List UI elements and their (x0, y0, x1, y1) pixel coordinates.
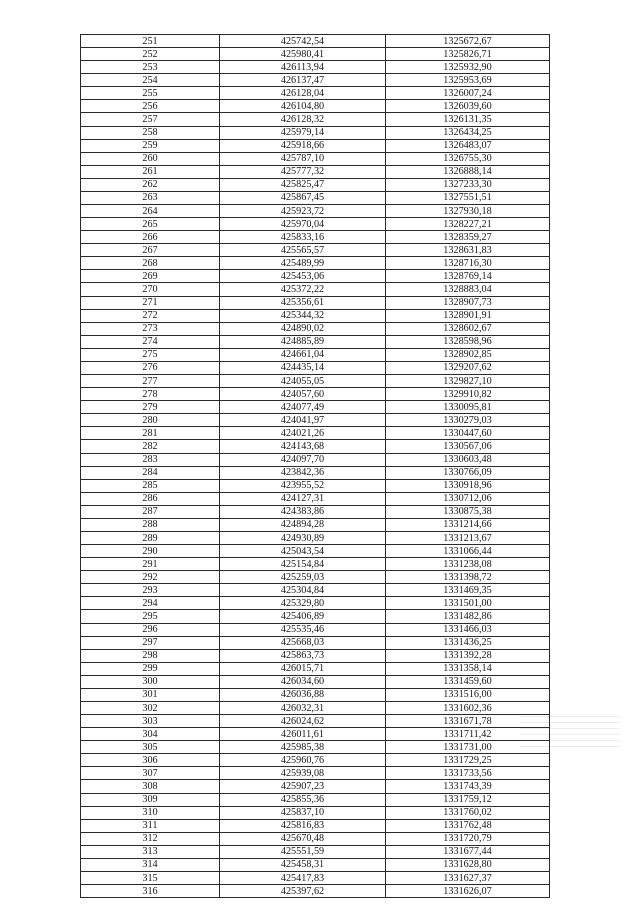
x-coordinate-cell: 425453,06 (220, 270, 386, 283)
table-row (81, 741, 550, 754)
x-coordinate-cell: 425489,99 (220, 257, 386, 270)
table-row (81, 87, 550, 100)
x-coordinate-cell: 424127,31 (220, 492, 386, 505)
table-row (81, 701, 550, 714)
table-row (81, 270, 550, 283)
x-coordinate-cell: 425787,10 (220, 152, 386, 165)
point-number-cell: 260 (81, 152, 220, 165)
x-coordinate-cell: 425985,38 (220, 741, 386, 754)
y-coordinate-cell: 1328902,85 (386, 348, 550, 361)
x-coordinate-cell: 424885,89 (220, 335, 386, 348)
table-row (81, 858, 550, 871)
y-coordinate-cell: 1331392,28 (386, 649, 550, 662)
x-coordinate-cell: 425855,36 (220, 793, 386, 806)
y-coordinate-cell: 1328227,21 (386, 218, 550, 231)
table-row (81, 754, 550, 767)
point-number-cell: 279 (81, 401, 220, 414)
y-coordinate-cell: 1331628,80 (386, 858, 550, 871)
coordinate-table (80, 34, 550, 898)
point-number-cell: 296 (81, 623, 220, 636)
point-number-cell: 287 (81, 505, 220, 518)
y-coordinate-cell: 1331627,37 (386, 872, 550, 885)
table-row (81, 688, 550, 701)
x-coordinate-cell: 425907,23 (220, 780, 386, 793)
point-number-cell: 310 (81, 806, 220, 819)
table-row (81, 610, 550, 623)
x-coordinate-cell: 425825,47 (220, 178, 386, 191)
y-coordinate-cell: 1330567,06 (386, 440, 550, 453)
y-coordinate-cell: 1331626,07 (386, 885, 550, 898)
table-row (81, 675, 550, 688)
table-row (81, 165, 550, 178)
y-coordinate-cell: 1331066,44 (386, 545, 550, 558)
x-coordinate-cell: 425867,45 (220, 191, 386, 204)
x-coordinate-cell: 424041,97 (220, 414, 386, 427)
y-coordinate-cell: 1331731,00 (386, 741, 550, 754)
point-number-cell: 270 (81, 283, 220, 296)
table-row (81, 283, 550, 296)
table-row (81, 571, 550, 584)
y-coordinate-cell: 1328907,73 (386, 296, 550, 309)
y-coordinate-cell: 1331482,86 (386, 610, 550, 623)
table-row (81, 872, 550, 885)
x-coordinate-cell: 424097,70 (220, 453, 386, 466)
point-number-cell: 284 (81, 466, 220, 479)
table-row (81, 388, 550, 401)
point-number-cell: 271 (81, 296, 220, 309)
table-row (81, 492, 550, 505)
y-coordinate-cell: 1328602,67 (386, 322, 550, 335)
x-coordinate-cell: 425344,32 (220, 309, 386, 322)
y-coordinate-cell: 1330875,38 (386, 505, 550, 518)
x-coordinate-cell: 426137,47 (220, 74, 386, 87)
point-number-cell: 257 (81, 113, 220, 126)
table-row (81, 61, 550, 74)
table-row (81, 296, 550, 309)
table-row (81, 231, 550, 244)
y-coordinate-cell: 1330279,03 (386, 414, 550, 427)
y-coordinate-cell: 1330712,06 (386, 492, 550, 505)
y-coordinate-cell: 1329207,62 (386, 361, 550, 374)
point-number-cell: 305 (81, 741, 220, 754)
y-coordinate-cell: 1328631,83 (386, 244, 550, 257)
table-body (81, 35, 550, 898)
y-coordinate-cell: 1331469,35 (386, 584, 550, 597)
table-row (81, 453, 550, 466)
table-row (81, 466, 550, 479)
x-coordinate-cell: 424021,26 (220, 427, 386, 440)
point-number-cell: 258 (81, 126, 220, 139)
x-coordinate-cell: 426034,60 (220, 675, 386, 688)
point-number-cell: 285 (81, 479, 220, 492)
y-coordinate-cell: 1331733,56 (386, 767, 550, 780)
point-number-cell: 314 (81, 858, 220, 871)
x-coordinate-cell: 424143,68 (220, 440, 386, 453)
x-coordinate-cell: 425939,08 (220, 767, 386, 780)
table-row (81, 322, 550, 335)
table-row (81, 375, 550, 388)
point-number-cell: 264 (81, 205, 220, 218)
x-coordinate-cell: 425918,66 (220, 139, 386, 152)
point-number-cell: 315 (81, 872, 220, 885)
y-coordinate-cell: 1331759,12 (386, 793, 550, 806)
table-row (81, 113, 550, 126)
table-row (81, 806, 550, 819)
x-coordinate-cell: 424077,49 (220, 401, 386, 414)
point-number-cell: 277 (81, 375, 220, 388)
table-row (81, 545, 550, 558)
y-coordinate-cell: 1330447,60 (386, 427, 550, 440)
point-number-cell: 281 (81, 427, 220, 440)
point-number-cell: 309 (81, 793, 220, 806)
point-number-cell: 302 (81, 701, 220, 714)
point-number-cell: 278 (81, 388, 220, 401)
point-number-cell: 259 (81, 139, 220, 152)
y-coordinate-cell: 1331729,25 (386, 754, 550, 767)
y-coordinate-cell: 1331671,78 (386, 715, 550, 728)
point-number-cell: 313 (81, 845, 220, 858)
x-coordinate-cell: 425980,41 (220, 48, 386, 61)
point-number-cell: 308 (81, 780, 220, 793)
x-coordinate-cell: 425458,31 (220, 858, 386, 871)
x-coordinate-cell: 424661,04 (220, 348, 386, 361)
point-number-cell: 301 (81, 688, 220, 701)
x-coordinate-cell: 424930,89 (220, 531, 386, 544)
point-number-cell: 251 (81, 35, 220, 48)
y-coordinate-cell: 1331436,25 (386, 636, 550, 649)
point-number-cell: 292 (81, 571, 220, 584)
y-coordinate-cell: 1328359,27 (386, 231, 550, 244)
table-row (81, 414, 550, 427)
table-row (81, 558, 550, 571)
table-row (81, 335, 550, 348)
y-coordinate-cell: 1327551,51 (386, 191, 550, 204)
table-row (81, 518, 550, 531)
x-coordinate-cell: 424894,28 (220, 518, 386, 531)
y-coordinate-cell: 1331711,42 (386, 728, 550, 741)
point-number-cell: 304 (81, 728, 220, 741)
y-coordinate-cell: 1331238,08 (386, 558, 550, 571)
scan-artifact (520, 712, 620, 752)
point-number-cell: 300 (81, 675, 220, 688)
y-coordinate-cell: 1331677,44 (386, 845, 550, 858)
point-number-cell: 262 (81, 178, 220, 191)
y-coordinate-cell: 1331398,72 (386, 571, 550, 584)
x-coordinate-cell: 424055,05 (220, 375, 386, 388)
x-coordinate-cell: 425777,32 (220, 165, 386, 178)
table-row (81, 662, 550, 675)
y-coordinate-cell: 1329827,10 (386, 375, 550, 388)
point-number-cell: 303 (81, 715, 220, 728)
point-number-cell: 307 (81, 767, 220, 780)
x-coordinate-cell: 425535,46 (220, 623, 386, 636)
y-coordinate-cell: 1330766,09 (386, 466, 550, 479)
x-coordinate-cell: 424057,60 (220, 388, 386, 401)
y-coordinate-cell: 1325953,69 (386, 74, 550, 87)
table-row (81, 348, 550, 361)
table-row (81, 244, 550, 257)
point-number-cell: 275 (81, 348, 220, 361)
point-number-cell: 256 (81, 100, 220, 113)
x-coordinate-cell: 423955,52 (220, 479, 386, 492)
point-number-cell: 312 (81, 832, 220, 845)
x-coordinate-cell: 425670,48 (220, 832, 386, 845)
y-coordinate-cell: 1328883,04 (386, 283, 550, 296)
x-coordinate-cell: 425043,54 (220, 545, 386, 558)
point-number-cell: 290 (81, 545, 220, 558)
y-coordinate-cell: 1331213,67 (386, 531, 550, 544)
table-row (81, 715, 550, 728)
y-coordinate-cell: 1326039,60 (386, 100, 550, 113)
table-row (81, 636, 550, 649)
x-coordinate-cell: 425154,84 (220, 558, 386, 571)
y-coordinate-cell: 1330603,48 (386, 453, 550, 466)
x-coordinate-cell: 426113,94 (220, 61, 386, 74)
y-coordinate-cell: 1326131,35 (386, 113, 550, 126)
x-coordinate-cell: 425417,83 (220, 872, 386, 885)
table-row (81, 191, 550, 204)
y-coordinate-cell: 1331762,48 (386, 819, 550, 832)
table-row (81, 832, 550, 845)
point-number-cell: 274 (81, 335, 220, 348)
y-coordinate-cell: 1326888,14 (386, 165, 550, 178)
x-coordinate-cell: 425356,61 (220, 296, 386, 309)
y-coordinate-cell: 1331720,79 (386, 832, 550, 845)
point-number-cell: 283 (81, 453, 220, 466)
point-number-cell: 298 (81, 649, 220, 662)
y-coordinate-cell: 1325932,90 (386, 61, 550, 74)
y-coordinate-cell: 1325826,71 (386, 48, 550, 61)
y-coordinate-cell: 1331602,36 (386, 701, 550, 714)
y-coordinate-cell: 1328598,96 (386, 335, 550, 348)
x-coordinate-cell: 424435,14 (220, 361, 386, 374)
point-number-cell: 311 (81, 819, 220, 832)
table-row (81, 479, 550, 492)
point-number-cell: 295 (81, 610, 220, 623)
y-coordinate-cell: 1331516,00 (386, 688, 550, 701)
x-coordinate-cell: 425863,73 (220, 649, 386, 662)
y-coordinate-cell: 1326007,24 (386, 87, 550, 100)
table-row (81, 767, 550, 780)
y-coordinate-cell: 1328716,30 (386, 257, 550, 270)
point-number-cell: 289 (81, 531, 220, 544)
table-row (81, 597, 550, 610)
y-coordinate-cell: 1326483,07 (386, 139, 550, 152)
x-coordinate-cell: 426024,62 (220, 715, 386, 728)
x-coordinate-cell: 426011,61 (220, 728, 386, 741)
x-coordinate-cell: 424383,86 (220, 505, 386, 518)
point-number-cell: 288 (81, 518, 220, 531)
table-row (81, 205, 550, 218)
table-row (81, 819, 550, 832)
x-coordinate-cell: 425970,04 (220, 218, 386, 231)
point-number-cell: 293 (81, 584, 220, 597)
x-coordinate-cell: 426104,80 (220, 100, 386, 113)
point-number-cell: 266 (81, 231, 220, 244)
table-row (81, 152, 550, 165)
y-coordinate-cell: 1329910,82 (386, 388, 550, 401)
point-number-cell: 253 (81, 61, 220, 74)
table-row (81, 257, 550, 270)
point-number-cell: 282 (81, 440, 220, 453)
point-number-cell: 267 (81, 244, 220, 257)
point-number-cell: 280 (81, 414, 220, 427)
table-row (81, 623, 550, 636)
x-coordinate-cell: 425960,76 (220, 754, 386, 767)
x-coordinate-cell: 425979,14 (220, 126, 386, 139)
point-number-cell: 269 (81, 270, 220, 283)
table-row (81, 649, 550, 662)
table-row (81, 885, 550, 898)
table-row (81, 780, 550, 793)
point-number-cell: 306 (81, 754, 220, 767)
point-number-cell: 316 (81, 885, 220, 898)
x-coordinate-cell: 425397,62 (220, 885, 386, 898)
point-number-cell: 291 (81, 558, 220, 571)
table-row (81, 793, 550, 806)
x-coordinate-cell: 425406,89 (220, 610, 386, 623)
table-row (81, 74, 550, 87)
y-coordinate-cell: 1331459,60 (386, 675, 550, 688)
table-row (81, 139, 550, 152)
point-number-cell: 272 (81, 309, 220, 322)
x-coordinate-cell: 426032,31 (220, 701, 386, 714)
y-coordinate-cell: 1331501,00 (386, 597, 550, 610)
x-coordinate-cell: 425816,83 (220, 819, 386, 832)
point-number-cell: 263 (81, 191, 220, 204)
coordinate-table-container (80, 34, 549, 898)
table-row (81, 126, 550, 139)
x-coordinate-cell: 425833,16 (220, 231, 386, 244)
x-coordinate-cell: 425668,03 (220, 636, 386, 649)
table-row (81, 100, 550, 113)
point-number-cell: 268 (81, 257, 220, 270)
table-row (81, 845, 550, 858)
y-coordinate-cell: 1328769,14 (386, 270, 550, 283)
point-number-cell: 255 (81, 87, 220, 100)
table-row (81, 361, 550, 374)
x-coordinate-cell: 425923,72 (220, 205, 386, 218)
x-coordinate-cell: 425551,59 (220, 845, 386, 858)
table-row (81, 427, 550, 440)
point-number-cell: 294 (81, 597, 220, 610)
table-row (81, 531, 550, 544)
x-coordinate-cell: 425259,03 (220, 571, 386, 584)
y-coordinate-cell: 1330095,81 (386, 401, 550, 414)
y-coordinate-cell: 1326755,30 (386, 152, 550, 165)
x-coordinate-cell: 426036,88 (220, 688, 386, 701)
x-coordinate-cell: 425742,54 (220, 35, 386, 48)
table-row (81, 218, 550, 231)
table-row (81, 505, 550, 518)
y-coordinate-cell: 1331760,02 (386, 806, 550, 819)
x-coordinate-cell: 424890,02 (220, 322, 386, 335)
y-coordinate-cell: 1331358,14 (386, 662, 550, 675)
x-coordinate-cell: 425329,80 (220, 597, 386, 610)
table-row (81, 728, 550, 741)
table-row (81, 440, 550, 453)
table-row (81, 48, 550, 61)
x-coordinate-cell: 426015,71 (220, 662, 386, 675)
y-coordinate-cell: 1328901,91 (386, 309, 550, 322)
point-number-cell: 254 (81, 74, 220, 87)
y-coordinate-cell: 1325672,67 (386, 35, 550, 48)
y-coordinate-cell: 1327233,30 (386, 178, 550, 191)
point-number-cell: 297 (81, 636, 220, 649)
y-coordinate-cell: 1331466,03 (386, 623, 550, 636)
table-row (81, 584, 550, 597)
table-row (81, 35, 550, 48)
point-number-cell: 261 (81, 165, 220, 178)
y-coordinate-cell: 1331743,39 (386, 780, 550, 793)
table-row (81, 178, 550, 191)
y-coordinate-cell: 1330918,96 (386, 479, 550, 492)
x-coordinate-cell: 423842,36 (220, 466, 386, 479)
x-coordinate-cell: 425372,22 (220, 283, 386, 296)
point-number-cell: 286 (81, 492, 220, 505)
point-number-cell: 265 (81, 218, 220, 231)
y-coordinate-cell: 1326434,25 (386, 126, 550, 139)
x-coordinate-cell: 426128,32 (220, 113, 386, 126)
point-number-cell: 299 (81, 662, 220, 675)
point-number-cell: 273 (81, 322, 220, 335)
point-number-cell: 276 (81, 361, 220, 374)
y-coordinate-cell: 1327930,18 (386, 205, 550, 218)
table-row (81, 309, 550, 322)
point-number-cell: 252 (81, 48, 220, 61)
x-coordinate-cell: 425304,84 (220, 584, 386, 597)
x-coordinate-cell: 425565,57 (220, 244, 386, 257)
x-coordinate-cell: 426128,04 (220, 87, 386, 100)
x-coordinate-cell: 425837,10 (220, 806, 386, 819)
table-row (81, 401, 550, 414)
y-coordinate-cell: 1331214,66 (386, 518, 550, 531)
